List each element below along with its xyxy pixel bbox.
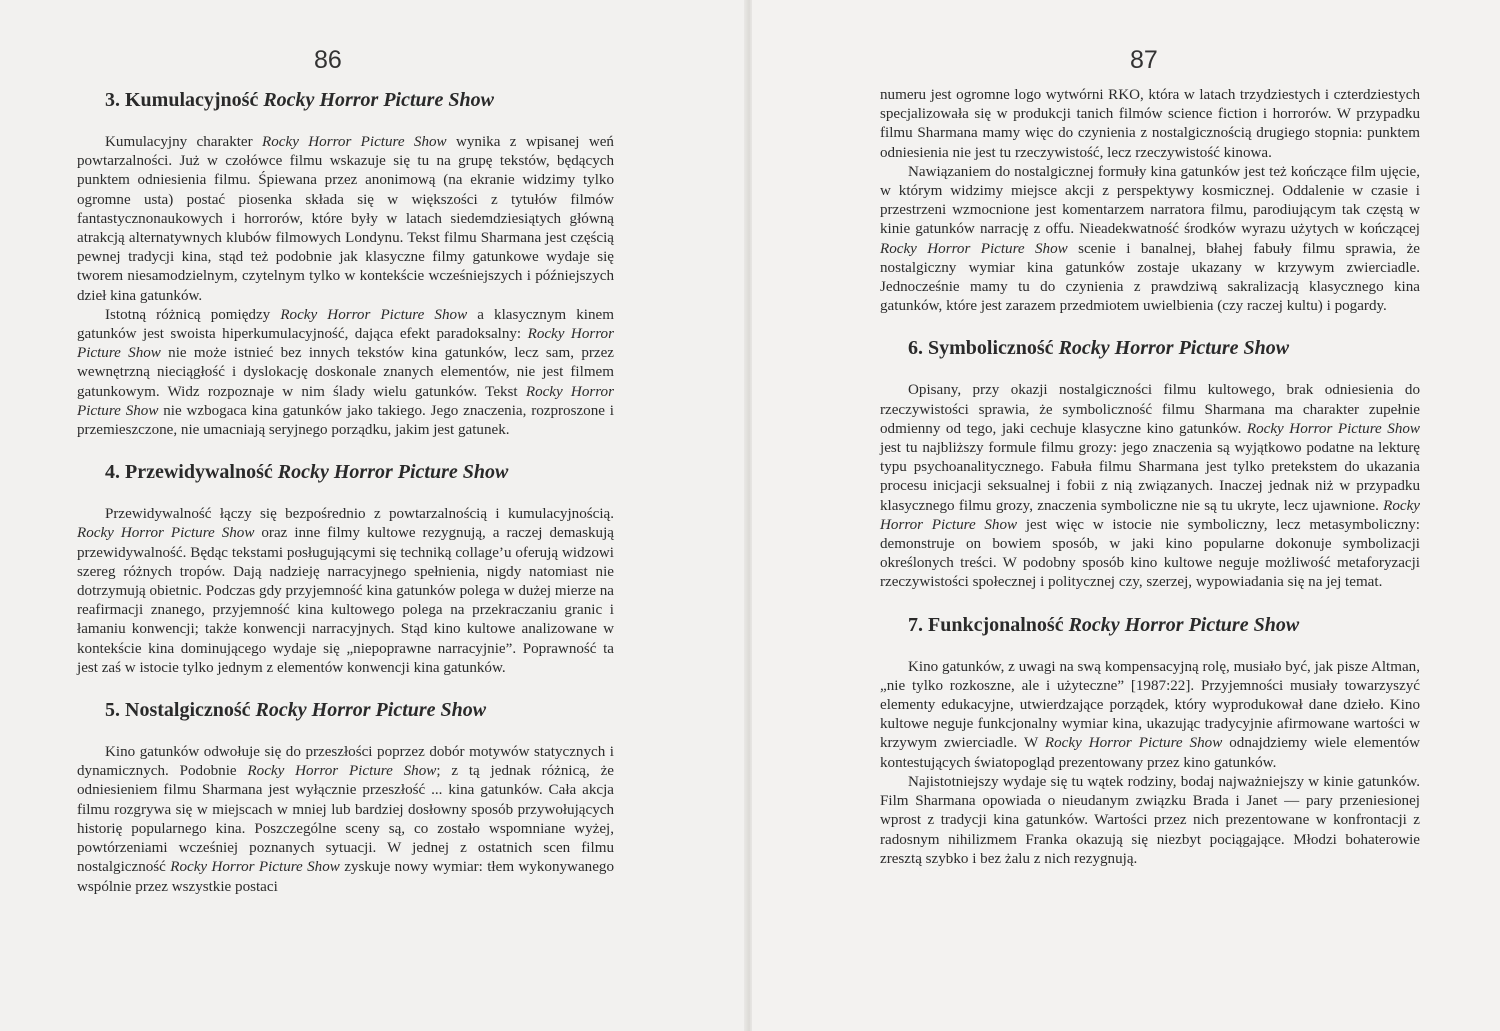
right-page <box>752 0 1500 1031</box>
section-heading-6: 6. Symboliczność Rocky Horror Picture Show <box>908 337 1290 360</box>
paragraph: Przewidywalność łączy się bezpośrednio z powtarzalnością i kumulacyjnością. Rocky Horror Picture Show oraz inne filmy kultowe rezygnują, a raczej demaskują przewidywalność. Będąc tekstami posługującymi się techniką collage’u oferują widzowi szereg różnych tropów. Dają nadzieję narracyjnego spełnienia, nigdy natomiast nie dotrzymują obietnic. Podczas gdy przyjemność kina gatunków polega w dużej mierze na reafirmacji znanego, przyjemność kina kultowego polega na przekraczaniu granic i łamaniu konwencji; także konwencji narracyjnych. Stąd kino kultowe analizowane w kontekście kina dominującego wydaje się „niepoprawne narracyjnie”. Poprawność ta jest zaś w istocie tylko jednym z elementów konwencji kina gatunków. <box>77 506 614 676</box>
film-title: Rocky Horror Picture Show <box>77 525 255 542</box>
paragraph: Najistotniejszy wydaje się tu wątek rodziny, bodaj najważniejszy w kinie gatunków. Film Sharmana opowiada o nieudanym związku Brada i Janet — pary przeniesionej wprost z tradycji kina gatunków. Wartości przez nich prezentowane w konfrontacji z radosnym nihilizmem Franka okazują się niezbyt pociągające. Młodzi bohaterowie zresztą szybko i bez żalu z nich rezygnują. <box>880 773 1420 867</box>
paragraph: Istotną różnicą pomiędzy Rocky Horror Picture Show a klasycznym kinem gatunków jest swoista hiperkumulacyjność, dająca efekt paradoksalny: Rocky Horror Picture Show nie może istnieć bez innych tekstów kina gatunków, lecz sam, przez wewnętrzną nieciągłość i dyslokację doskonale znanych elementów, nie jest filmem gatunkowym. Widz rozpoznaje w nim ślady wielu gatunków. Tekst Rocky Horror Picture Show nie wzbogaca kina gatunków jako takiego. Jego znaczenia, rozproszone i przemieszczone, nie umacniają seryjnego porządku, jakim jest gatunek. <box>77 306 614 439</box>
paragraph: Opisany, przy okazji nostalgiczności filmu kultowego, brak odniesienia do rzeczywistości sprawia, że symboliczność filmu Sharmana ma charakter zupełnie odmienny od tego, jaki cechuje klasyczne kino gatunków. Rocky Horror Picture Show jest tu najbliższy formule filmu grozy: jego znaczenia są wyjątkowo podatne na lekturę typu psychoanalitycznego. Fabuła filmu Sharmana jest tylko pretekstem do ukazania procesu inicjacji seksualnej i fobii z nią związanych. Inaczej jednak niż w przypadku klasycznego filmu grozy, znaczenia symboliczne nie są tu ukryte, lecz ujawnione. Rocky Horror Picture Show jest więc w istocie nie symboliczny, lecz metasymboliczny: demonstruje on bowiem sposób, w jaki kino popularne dokonuje symbolizacji określonych treści. W podobny sposób kino kultowe neguje możliwość metaforyzacji rzeczywistości społecznej i politycznej czy, szerzej, wypowiadania się na jej temat. <box>880 382 1420 591</box>
left-page-text <box>77 86 614 897</box>
film-title: Rocky Horror Picture Show <box>262 134 447 150</box>
section-heading-4: 4. Przewidywalność Rocky Horror Picture Show <box>105 461 509 484</box>
section-heading-5: 5. Nostalgiczność Rocky Horror Picture Show <box>105 699 487 722</box>
section-heading-3: 3. Kumulacyjność Rocky Horror Picture Show <box>105 89 494 111</box>
right-page-text <box>880 86 1420 869</box>
paragraph: Kumulacyjny charakter Rocky Horror Picture Show wynika z wpisanej weń powtarzalności. Już w czołówce filmu wskazuje się tu na grupę tekstów, będących punktem odniesienia filmu. Śpiewana przez anonimową (na ekranie widzimy tylko ogromne usta) postać piosenka składa się w większości z tytułów filmów fantastycznonaukowych i horrorów, które były w latach siedemdziesiątych główną atrakcją alternatywnych klubów filmowych Londynu. Tekst filmu Sharmana jest częścią pewnej tradycji kina, stąd też podobnie jak klasyczne filmy gatunkowe wydaje się tworem niesamodzielnym, czytelnym tylko w kontekście wcześniejszych i późniejszych dzieł kina gatunków. <box>77 134 614 304</box>
paragraph: Kino gatunków, z uwagi na swą kompensacyjną rolę, musiało być, jak pisze Altman, „nie tylko rozkoszne, ale i użyteczne” [1987:22]. Przyjemności musiały towarzyszyć elementy edukacyjne, utwierdzające porządek, który wyprodukował dane dzieło. Kino kultowe neguje funkcjonalny wymiar kina, ukazując tradycyjnie afirmowane wartości w krzywym zwierciadle. W Rocky Horror Picture Show odnajdziemy wiele elementów kontestujących światopogląd prezentowany przez kino gatunków. <box>880 658 1420 771</box>
paragraph: Kino gatunków odwołuje się do przeszłości poprzez dobór motywów statycznych i dynamicznych. Podobnie Rocky Horror Picture Show; z tą jednak różnicą, że odniesieniem filmu Sharmana jest wyłącznie przeszłość ... kina gatunków. Cała akcja filmu rozgrywa się w miejscach w mniej lub bardziej dosłowny sposób przywołujących historię popularnego kina. Poszczególne sceny są, co zostało wspomniane wyżej, powtórzeniami wcześniej poznanych sytuacji. W jednej z ostatnich scen filmu nostalgiczność Rocky Horror Picture Show zyskuje nowy wymiar: tłem wykonywanego wspólnie przez wszystkie postaci <box>77 744 614 895</box>
page-number-left: 86 <box>314 46 342 74</box>
film-title: Rocky Horror Picture Show <box>1246 420 1420 437</box>
left-page <box>0 0 748 1031</box>
paragraph: Nawiązaniem do nostalgicznej formuły kina gatunków jest też kończące film ujęcie, w którym widzimy miejsce akcji z perspektywy kosmicznej. Oddalenie w czasie i przestrzeni wzmocnione jest komentarzem narratora filmu, parodiującym tak częstą w kinie gatunków narrację z offu. Nieadekwatność środków wyrazu użytych w kończącej Rocky Horror Picture Show scenie i banalnej, błahej fabuły filmu sprawia, że nostalgiczny wymiar kina gatunków zostaje ukazany w krzywym zwierciadle. Jednocześnie mamy tu do czynienia z prawdziwą sakralizacją klasycznego kina gatunków, które jest zarazem przedmiotem uwielbienia (czy raczej kultu) i pogardy. <box>880 163 1420 315</box>
film-title: Rocky Horror Picture Show <box>77 326 614 362</box>
section-heading-7: 7. Funkcjonalność Rocky Horror Picture Show <box>908 613 1300 636</box>
film-title: Rocky Horror Picture Show <box>880 497 1420 533</box>
film-title: Rocky Horror Picture Show <box>880 240 1068 257</box>
film-title: Rocky Horror Picture Show <box>170 859 340 876</box>
paragraph: numeru jest ogromne logo wytwórni RKO, która w latach trzydziestych i czterdziestych specjalizowała się w produkcji tanich filmów science fiction i horrorów. W przypadku filmu Sharmana mamy więc do czynienia z nostalgicznością drugiego stopnia: punktem odniesienia nie jest tu rzeczywistość, lecz rzeczywistość kinowa. <box>880 87 1420 161</box>
film-title: Rocky Horror Picture Show <box>1044 735 1223 752</box>
page-number-right: 87 <box>1130 46 1158 74</box>
film-title: Rocky Horror Picture Show <box>247 763 437 780</box>
film-title: Rocky Horror Picture Show <box>77 383 614 419</box>
film-title: Rocky Horror Picture Show <box>280 306 468 323</box>
